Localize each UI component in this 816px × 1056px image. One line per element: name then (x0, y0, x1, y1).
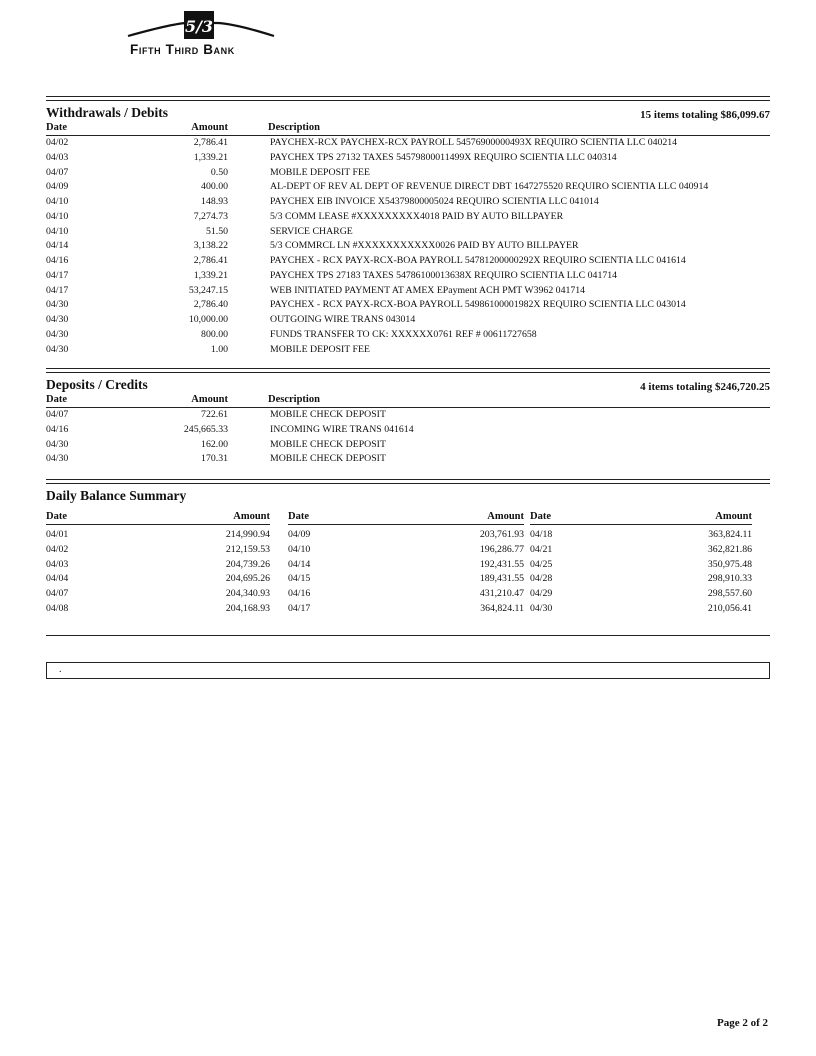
row-date: 04/07 (46, 409, 69, 420)
col-amount: Amount (715, 511, 752, 522)
row-amount: 53,247.15 (188, 284, 228, 296)
deposits-title: Deposits / Credits (46, 377, 148, 392)
table-row (46, 269, 770, 284)
row-amount: 7,274.73 (193, 210, 228, 222)
withdrawals-title: Withdrawals / Debits (46, 105, 169, 120)
balance-column-header (288, 510, 524, 525)
balance-row (530, 543, 752, 558)
row-date: 04/28 (530, 573, 553, 585)
deposits-section (46, 368, 770, 467)
row-amount: 362,821.86 (707, 543, 752, 555)
row-date: 04/14 (288, 558, 311, 570)
section-divider (46, 96, 770, 101)
row-amount: 170.31 (201, 453, 228, 465)
row-date: 04/04 (46, 573, 69, 585)
row-amount: 204,168.93 (225, 602, 270, 614)
row-date: 04/30 (46, 453, 69, 465)
row-description: 5/3 COMMRCL LN #XXXXXXXXXXX0026 PAID BY AUTO BILLPAYER (270, 240, 579, 252)
balance-row (46, 528, 270, 543)
row-description: OUTGOING WIRE TRANS 043014 (270, 314, 416, 325)
row-date: 04/15 (288, 573, 311, 585)
row-date: 04/17 (46, 269, 69, 281)
row-amount: 400.00 (201, 181, 228, 193)
svg-text:5/3: 5/3 (184, 17, 214, 36)
section-divider (46, 635, 770, 636)
daily-balance-section (46, 479, 770, 636)
row-amount: 245,665.33 (183, 423, 228, 435)
col-date: Date (46, 122, 67, 133)
col-description: Description (268, 394, 320, 405)
row-date: 04/30 (46, 343, 69, 355)
row-amount: 3,138.22 (193, 240, 228, 252)
row-amount: 1.00 (210, 343, 228, 355)
row-amount: 204,739.26 (225, 558, 270, 570)
row-date: 04/30 (46, 299, 69, 311)
note-box (46, 662, 770, 679)
balance-row (46, 602, 270, 617)
balance-row (46, 587, 270, 602)
table-row (46, 423, 770, 438)
row-date: 04/16 (288, 588, 311, 599)
fifth-third-logo-icon (126, 10, 276, 42)
row-amount: 204,695.26 (225, 573, 270, 585)
balance-row (288, 543, 524, 558)
balance-row (530, 602, 752, 617)
row-amount: 212,159.53 (225, 543, 270, 555)
balance-row (46, 558, 270, 573)
col-description: Description (268, 122, 320, 133)
table-row (46, 180, 770, 195)
row-amount: 298,557.60 (707, 588, 752, 599)
row-amount: 148.93 (201, 196, 228, 207)
section-divider (46, 368, 770, 373)
row-amount: 298,910.33 (707, 573, 752, 585)
row-amount: 162.00 (201, 438, 228, 450)
balance-column-header (530, 510, 752, 525)
row-amount: 189,431.55 (479, 573, 524, 585)
deposits-total: 4 items totaling $246,720.25 (640, 381, 770, 393)
row-description: MOBILE DEPOSIT FEE (270, 343, 370, 355)
table-row (46, 239, 770, 254)
row-description: MOBILE CHECK DEPOSIT (270, 409, 386, 420)
balance-row (530, 587, 752, 602)
row-description: MOBILE CHECK DEPOSIT (270, 438, 386, 450)
row-description: 5/3 COMM LEASE #XXXXXXXXX4018 PAID BY AUTO BILLPAYER (270, 210, 564, 222)
col-amount: Amount (487, 511, 524, 522)
table-row (46, 343, 770, 358)
note-text: . (59, 664, 62, 675)
withdrawals-rows (46, 136, 770, 357)
deposits-rows (46, 408, 770, 467)
row-amount: 800.00 (201, 328, 228, 340)
row-date: 04/02 (46, 137, 69, 148)
table-row (46, 313, 770, 328)
row-date: 04/30 (46, 328, 69, 340)
row-amount: 196,286.77 (479, 543, 524, 555)
col-amount: Amount (191, 394, 228, 405)
row-date: 04/30 (530, 602, 553, 614)
row-description: INCOMING WIRE TRANS 041614 (270, 423, 414, 435)
row-date: 04/17 (46, 284, 69, 296)
bank-name: Fifth Third Bank (130, 42, 235, 57)
row-date: 04/30 (46, 314, 69, 325)
table-row (46, 284, 770, 299)
col-date: Date (288, 511, 309, 522)
balance-column (46, 510, 270, 617)
table-row (46, 452, 770, 467)
row-date: 04/16 (46, 423, 69, 435)
balance-row (530, 528, 752, 543)
table-row (46, 225, 770, 240)
balance-row (46, 543, 270, 558)
row-date: 04/01 (46, 529, 69, 540)
row-amount: 203,761.93 (479, 529, 524, 540)
row-date: 04/21 (530, 543, 553, 555)
row-date: 04/03 (46, 558, 69, 570)
row-amount: 1,339.21 (193, 269, 228, 281)
balance-row (288, 602, 524, 617)
col-date: Date (46, 511, 67, 522)
withdrawals-column-header (46, 121, 770, 136)
row-description: PAYCHEX EIB INVOICE X54379800005024 REQUIRO SCIENTIA LLC 041014 (270, 196, 599, 207)
row-amount: 2,786.40 (193, 299, 228, 311)
row-date: 04/10 (46, 196, 69, 207)
balance-row (288, 558, 524, 573)
row-description: WEB INITIATED PAYMENT AT AMEX EPayment ACH PMT W3962 041714 (270, 284, 586, 296)
table-row (46, 195, 770, 210)
balance-row (46, 572, 270, 587)
row-amount: 192,431.55 (479, 558, 524, 570)
row-date: 04/09 (46, 181, 69, 193)
col-date: Date (46, 394, 67, 405)
row-description: PAYCHEX-RCX PAYCHEX-RCX PAYROLL 54576900000493X REQUIRO SCIENTIA LLC 040214 (270, 137, 678, 148)
col-amount: Amount (191, 122, 228, 133)
row-amount: 431,210.47 (479, 588, 524, 599)
row-amount: 0.50 (210, 166, 228, 178)
row-date: 04/10 (46, 225, 69, 237)
daily-balance-title: Daily Balance Summary (46, 488, 187, 503)
row-date: 04/07 (46, 588, 69, 599)
row-amount: 204,340.93 (225, 588, 270, 599)
row-date: 04/07 (46, 166, 69, 178)
deposits-column-header (46, 393, 770, 408)
row-date: 04/18 (530, 529, 553, 540)
row-description: PAYCHEX TPS 27183 TAXES 54786100013638X REQUIRO SCIENTIA LLC 041714 (270, 269, 618, 281)
balance-row (530, 572, 752, 587)
row-date: 04/03 (46, 151, 69, 163)
row-date: 04/14 (46, 240, 69, 252)
table-row (46, 328, 770, 343)
row-date: 04/17 (288, 602, 311, 614)
row-amount: 2,786.41 (193, 137, 228, 148)
balance-row (288, 572, 524, 587)
row-description: FUNDS TRANSFER TO CK: XXXXXX0761 REF # 00611727658 (270, 328, 537, 340)
balance-column (288, 510, 524, 617)
balance-row (288, 587, 524, 602)
row-description: MOBILE DEPOSIT FEE (270, 166, 370, 178)
row-amount: 350,975.48 (707, 558, 752, 570)
row-date: 04/09 (288, 529, 311, 540)
table-row (46, 408, 770, 423)
row-amount: 51.50 (205, 225, 228, 237)
row-date: 04/25 (530, 558, 553, 570)
table-row (46, 438, 770, 453)
row-date: 04/02 (46, 543, 69, 555)
table-row (46, 210, 770, 225)
row-date: 04/10 (46, 210, 69, 222)
balance-row (288, 528, 524, 543)
table-row (46, 151, 770, 166)
row-date: 04/30 (46, 438, 69, 450)
row-amount: 722.61 (201, 409, 228, 420)
table-row (46, 166, 770, 181)
bank-logo (126, 10, 276, 56)
row-date: 04/29 (530, 588, 553, 599)
col-date: Date (530, 511, 551, 522)
row-description: PAYCHEX TPS 27132 TAXES 54579800011499X REQUIRO SCIENTIA LLC 040314 (270, 151, 617, 163)
withdrawals-section (46, 96, 770, 357)
withdrawals-total: 15 items totaling $86,099.67 (640, 109, 770, 121)
row-amount: 364,824.11 (480, 602, 524, 614)
row-date: 04/10 (288, 543, 311, 555)
row-description: MOBILE CHECK DEPOSIT (270, 453, 386, 465)
row-date: 04/08 (46, 602, 69, 614)
balance-column (530, 510, 752, 617)
col-amount: Amount (233, 511, 270, 522)
row-description: SERVICE CHARGE (270, 225, 353, 237)
row-amount: 10,000.00 (188, 314, 228, 325)
table-row (46, 254, 770, 269)
row-description: PAYCHEX - RCX PAYX-RCX-BOA PAYROLL 54781200000292X REQUIRO SCIENTIA LLC 041614 (270, 255, 686, 266)
page-number: Page 2 of 2 (716, 1017, 768, 1029)
table-row (46, 298, 770, 313)
balance-row (530, 558, 752, 573)
row-amount: 1,339.21 (193, 151, 228, 163)
row-amount: 2,786.41 (193, 255, 228, 266)
row-amount: 214,990.94 (225, 529, 270, 540)
table-row (46, 136, 770, 151)
row-amount: 210,056.41 (707, 602, 752, 614)
section-divider (46, 479, 770, 484)
row-amount: 363,824.11 (708, 529, 752, 540)
row-date: 04/16 (46, 255, 69, 266)
balance-column-header (46, 510, 270, 525)
row-description: PAYCHEX - RCX PAYX-RCX-BOA PAYROLL 54986100001982X REQUIRO SCIENTIA LLC 043014 (270, 299, 686, 311)
row-description: AL-DEPT OF REV AL DEPT OF REVENUE DIRECT DBT 1647275520 REQUIRO SCIENTIA LLC 040914 (270, 181, 709, 193)
